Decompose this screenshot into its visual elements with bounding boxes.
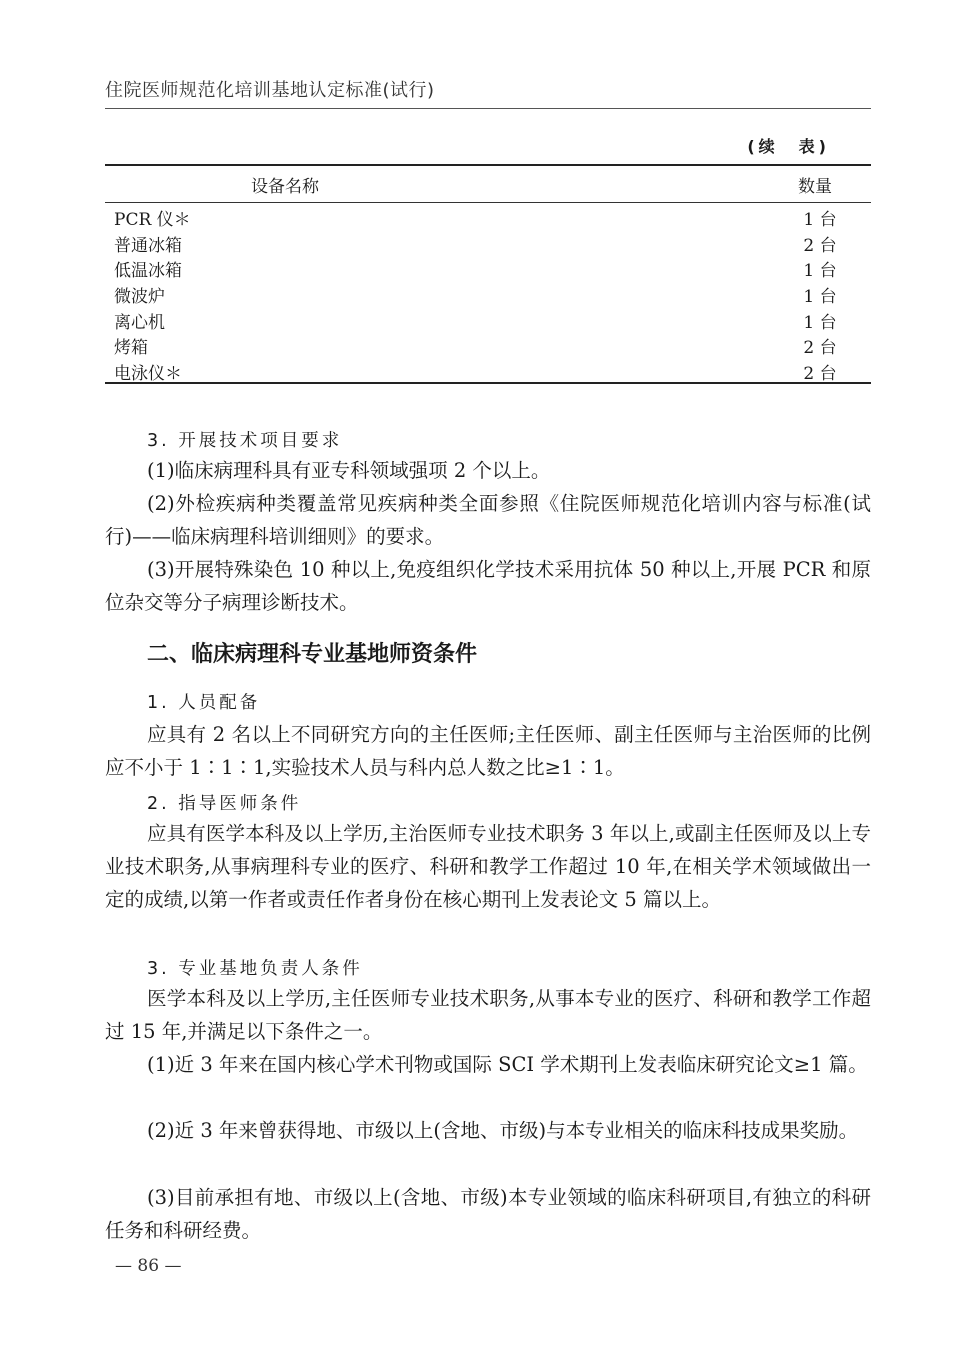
running-header: 住院医师规范化培训基地认定标准(试行) [105,80,435,101]
paragraph: (3)开展特殊染色 10 种以上,免疫组织化学技术采用抗体 50 种以上,开展 PCR 和原位杂交等分子病理诊断技术。 [105,558,871,614]
table-row [105,231,871,257]
table-header-name: 设备名称 [251,177,319,197]
equipment-quantity: 1 台 [803,287,837,307]
paragraph: (3)目前承担有地、市级以上(含地、市级)本专业领域的临床科研项目,有独立的科研任务和科研经费。 [105,1186,871,1242]
paragraph: (1)临床病理科具有亚专科领域强项 2 个以上。 [147,459,551,482]
paragraph: 应具有医学本科及以上学历,主治医师专业技术职务 3 年以上,或副主任医师及以上专业技术职务,从事病理科专业的医疗、科研和教学工作超过 10 年,在相关学术领域做出一定的成绩,以第一作者或责任作者身份在核心期刊上发表论文 5 篇以上。 [105,822,871,911]
equipment-quantity: 2 台 [803,338,837,358]
equipment-quantity: 1 台 [803,313,837,333]
paragraph: (1)近 3 年来在国内核心学术刊物或国际 SCI 学术期刊上发表临床研究论文≥1 篇。 [147,1053,868,1076]
section-heading-staffing: 1. 人员配备 [147,693,261,713]
equipment-name: 烤箱 [114,338,148,358]
table-top-rule [105,164,871,166]
equipment-name: 电泳仪＊ [114,364,182,384]
equipment-name: 低温冰箱 [114,261,182,281]
table-continued-label: (续 表) [747,137,830,156]
paragraph: 应具有 2 名以上不同研究方向的主任医师;主任医师、副主任医师与主治医师的比例应不小于 1∶1∶1,实验技术人员与科内总人数之比≥1∶1。 [105,723,871,779]
section-heading-tech-requirements: 3. 开展技术项目要求 [147,431,343,451]
table-row [105,333,871,359]
table-bottom-rule [105,382,871,384]
equipment-quantity: 1 台 [803,261,837,281]
paragraph: 医学本科及以上学历,主任医师专业技术职务,从事本专业的医疗、科研和教学工作超过 15 年,并满足以下条件之一。 [105,987,871,1043]
section-heading-director: 3. 专业基地负责人条件 [147,959,363,979]
equipment-name: PCR 仪＊ [114,210,191,230]
table-row [105,308,871,334]
equipment-quantity: 2 台 [803,364,837,384]
header-rule [105,108,871,109]
table-header-quantity: 数量 [798,177,832,197]
chapter-title: 二、临床病理科专业基地师资条件 [147,642,478,667]
paragraph: (2)近 3 年来曾获得地、市级以上(含地、市级)与本专业相关的临床科技成果奖励。 [147,1119,859,1142]
table-row [105,282,871,308]
table-row [105,256,871,282]
table-row [105,205,871,231]
paragraph: (2)外检疾病种类覆盖常见疾病种类全面参照《住院医师规范化培训内容与标准(试行)——临床病理科培训细则》的要求。 [105,492,871,548]
equipment-name: 离心机 [114,313,165,333]
equipment-name: 普通冰箱 [114,236,182,256]
equipment-name: 微波炉 [114,287,165,307]
equipment-quantity: 2 台 [803,236,837,256]
equipment-quantity: 1 台 [803,210,837,230]
table-header-rule [105,202,871,203]
page-number: — 86 — [115,1256,182,1276]
section-heading-instructor: 2. 指导医师条件 [147,794,302,814]
